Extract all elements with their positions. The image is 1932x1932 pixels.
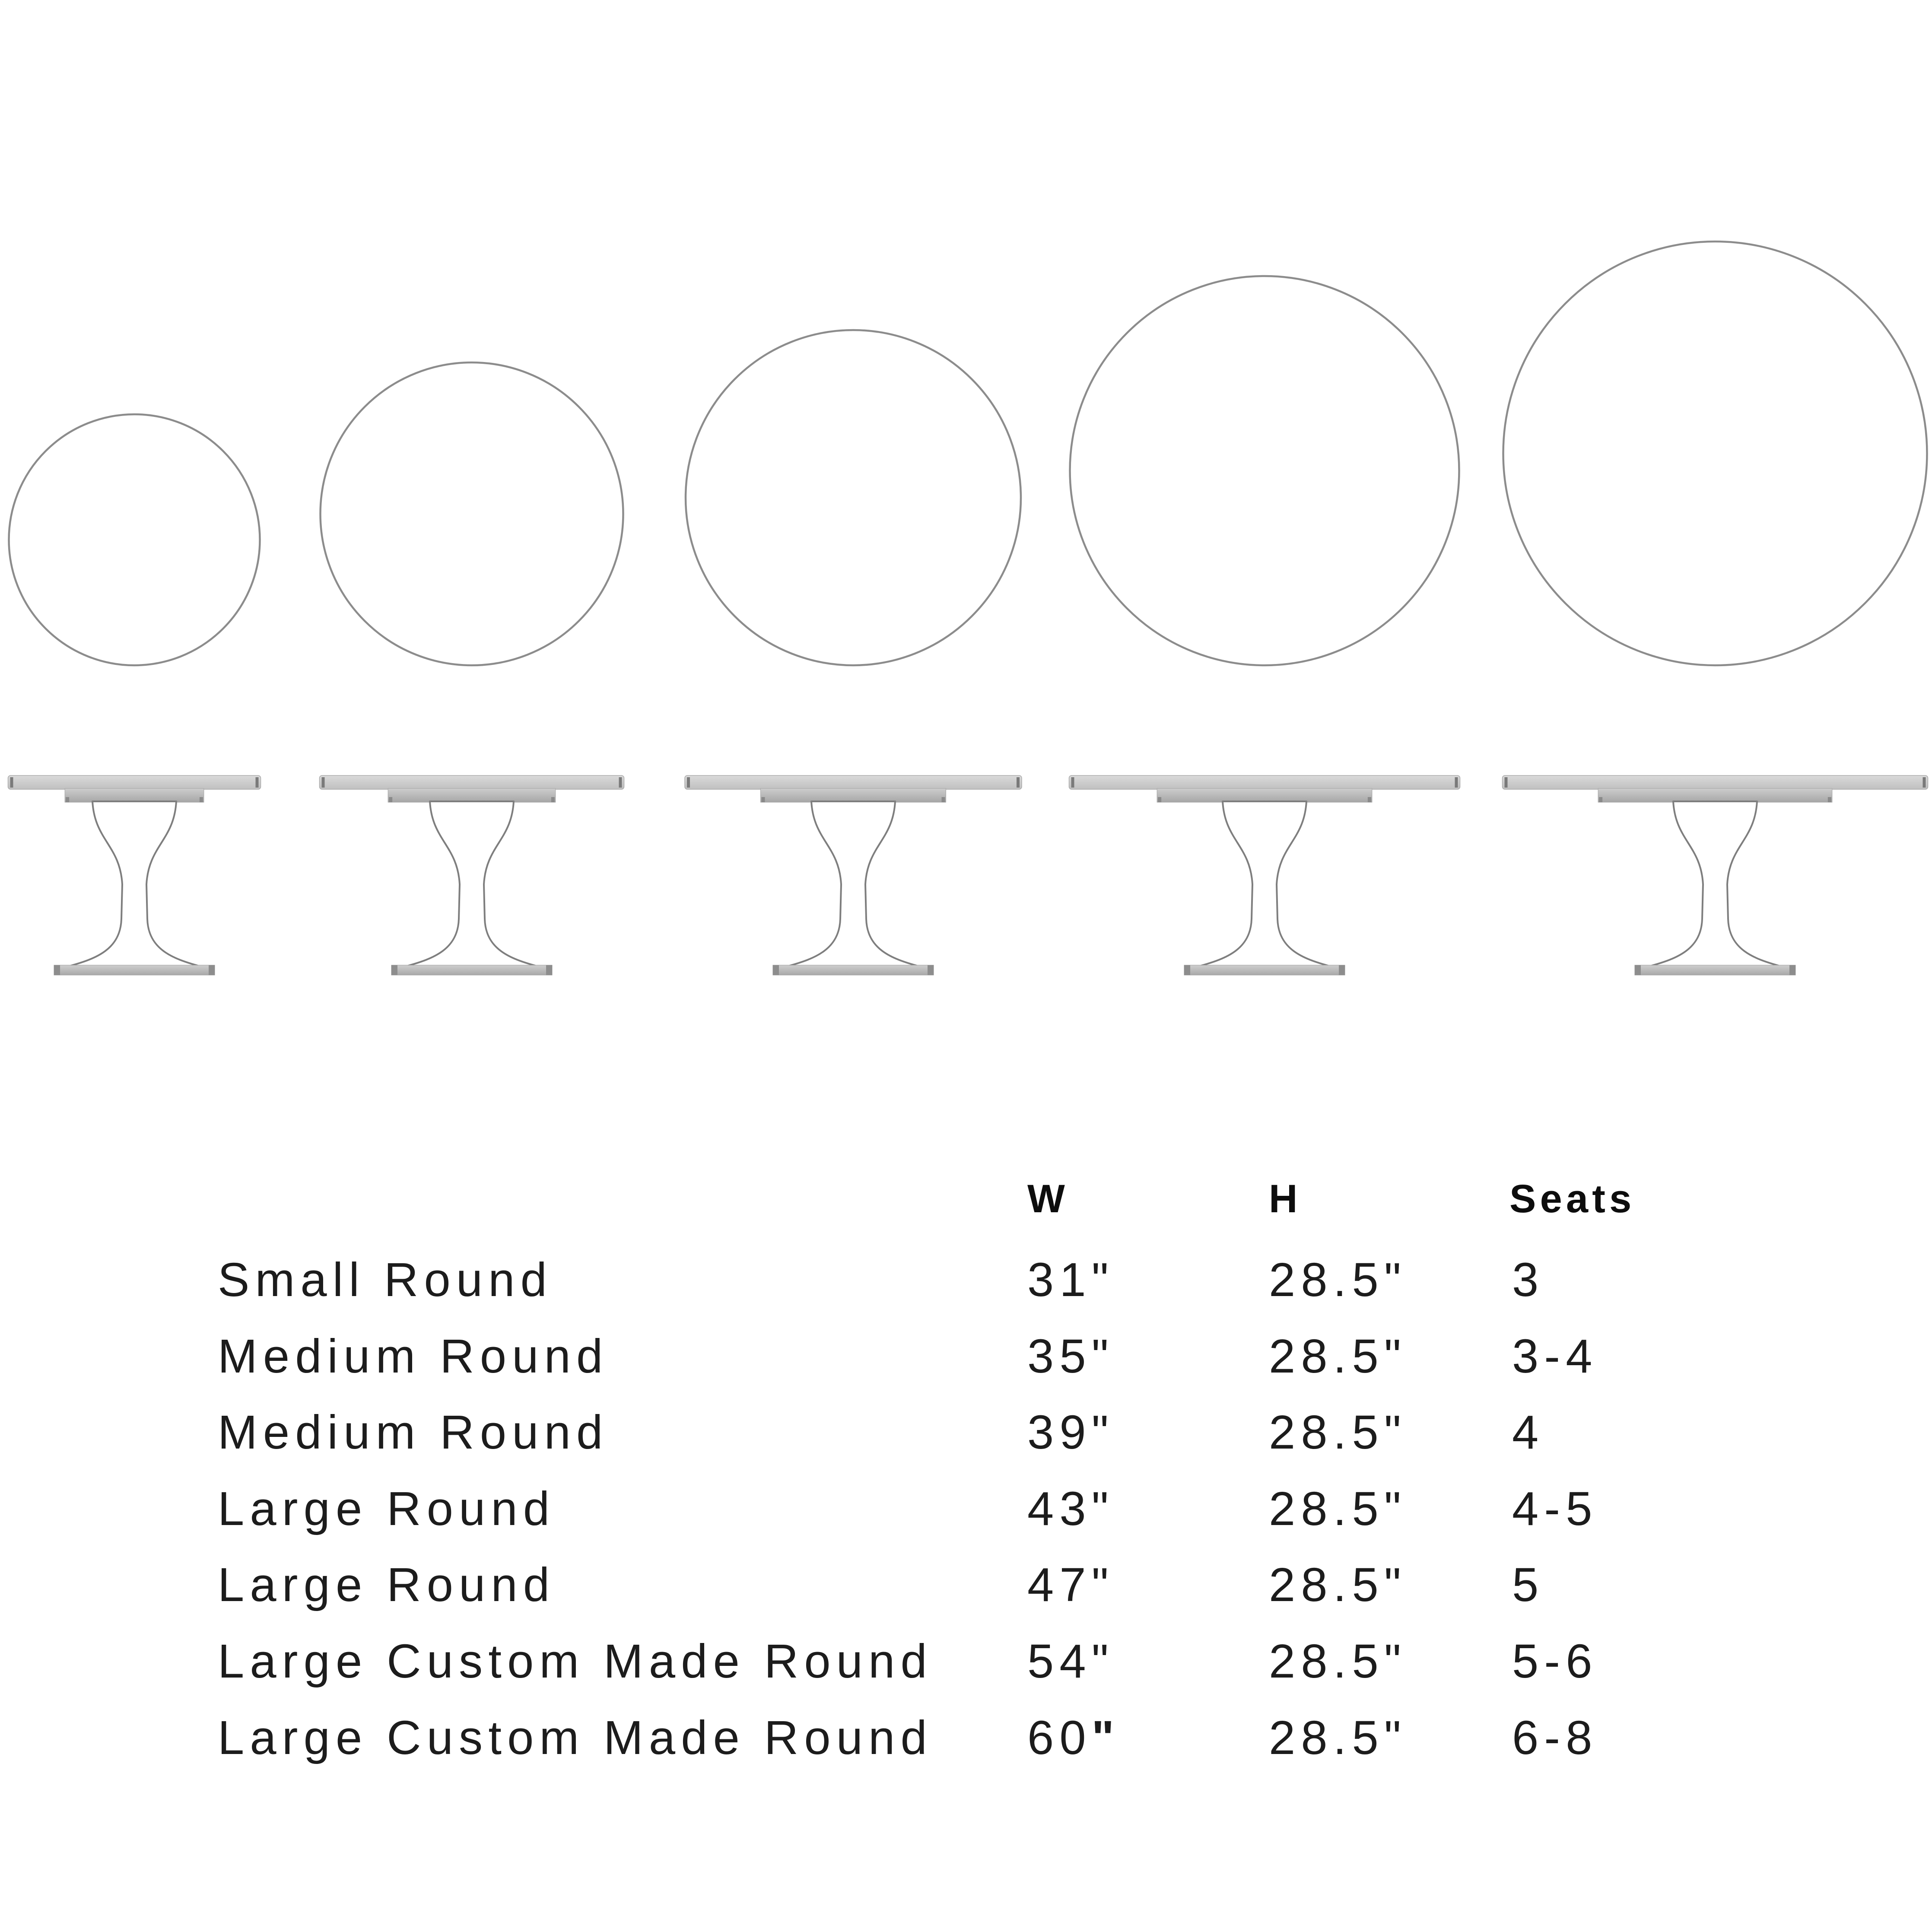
cell-seats: 4 <box>1512 1406 1544 1459</box>
table-row <box>0 1558 1932 1617</box>
cell-width: 35" <box>1027 1329 1115 1383</box>
cell-seats: 5 <box>1512 1558 1544 1612</box>
table-row <box>0 1253 1932 1312</box>
cell-seats: 3-4 <box>1512 1329 1598 1383</box>
cell-size-name: Medium Round <box>218 1406 609 1459</box>
table-row <box>0 1406 1932 1465</box>
column-header-seats: Seats <box>1509 1177 1636 1221</box>
table-row <box>0 1711 1932 1770</box>
table-row <box>0 1635 1932 1694</box>
cell-size-name: Medium Round <box>218 1329 609 1383</box>
cell-width: 39" <box>1027 1406 1115 1459</box>
cell-size-name: Large Custom Made Round <box>218 1635 933 1688</box>
cell-seats: 5-6 <box>1512 1635 1598 1688</box>
cell-seats: 6-8 <box>1512 1711 1598 1764</box>
cell-height: 28.5" <box>1269 1406 1407 1459</box>
column-header-w: W <box>1027 1177 1069 1221</box>
column-header-h: H <box>1269 1177 1302 1221</box>
cell-height: 28.5" <box>1269 1253 1407 1306</box>
cell-size-name: Large Custom Made Round <box>218 1711 933 1764</box>
cell-height: 28.5" <box>1269 1711 1407 1764</box>
cell-height: 28.5" <box>1269 1558 1407 1612</box>
cell-width: 47" <box>1027 1558 1115 1612</box>
cell-height: 28.5" <box>1269 1635 1407 1688</box>
cell-size-name: Small Round <box>218 1253 553 1306</box>
cell-width: 54" <box>1027 1635 1115 1688</box>
table-row <box>0 1329 1932 1389</box>
cell-height: 28.5" <box>1269 1482 1407 1535</box>
inch-mark-bold: " <box>1091 1711 1120 1764</box>
cell-seats: 4-5 <box>1512 1482 1598 1535</box>
cell-seats: 3 <box>1512 1253 1544 1306</box>
cell-height: 28.5" <box>1269 1329 1407 1383</box>
table-row <box>0 1482 1932 1541</box>
cell-size-name: Large Round <box>218 1482 556 1535</box>
cell-size-name: Large Round <box>218 1558 556 1612</box>
cell-width: 60" <box>1027 1711 1120 1764</box>
cell-width: 31" <box>1027 1253 1115 1306</box>
cell-width: 43" <box>1027 1482 1115 1535</box>
